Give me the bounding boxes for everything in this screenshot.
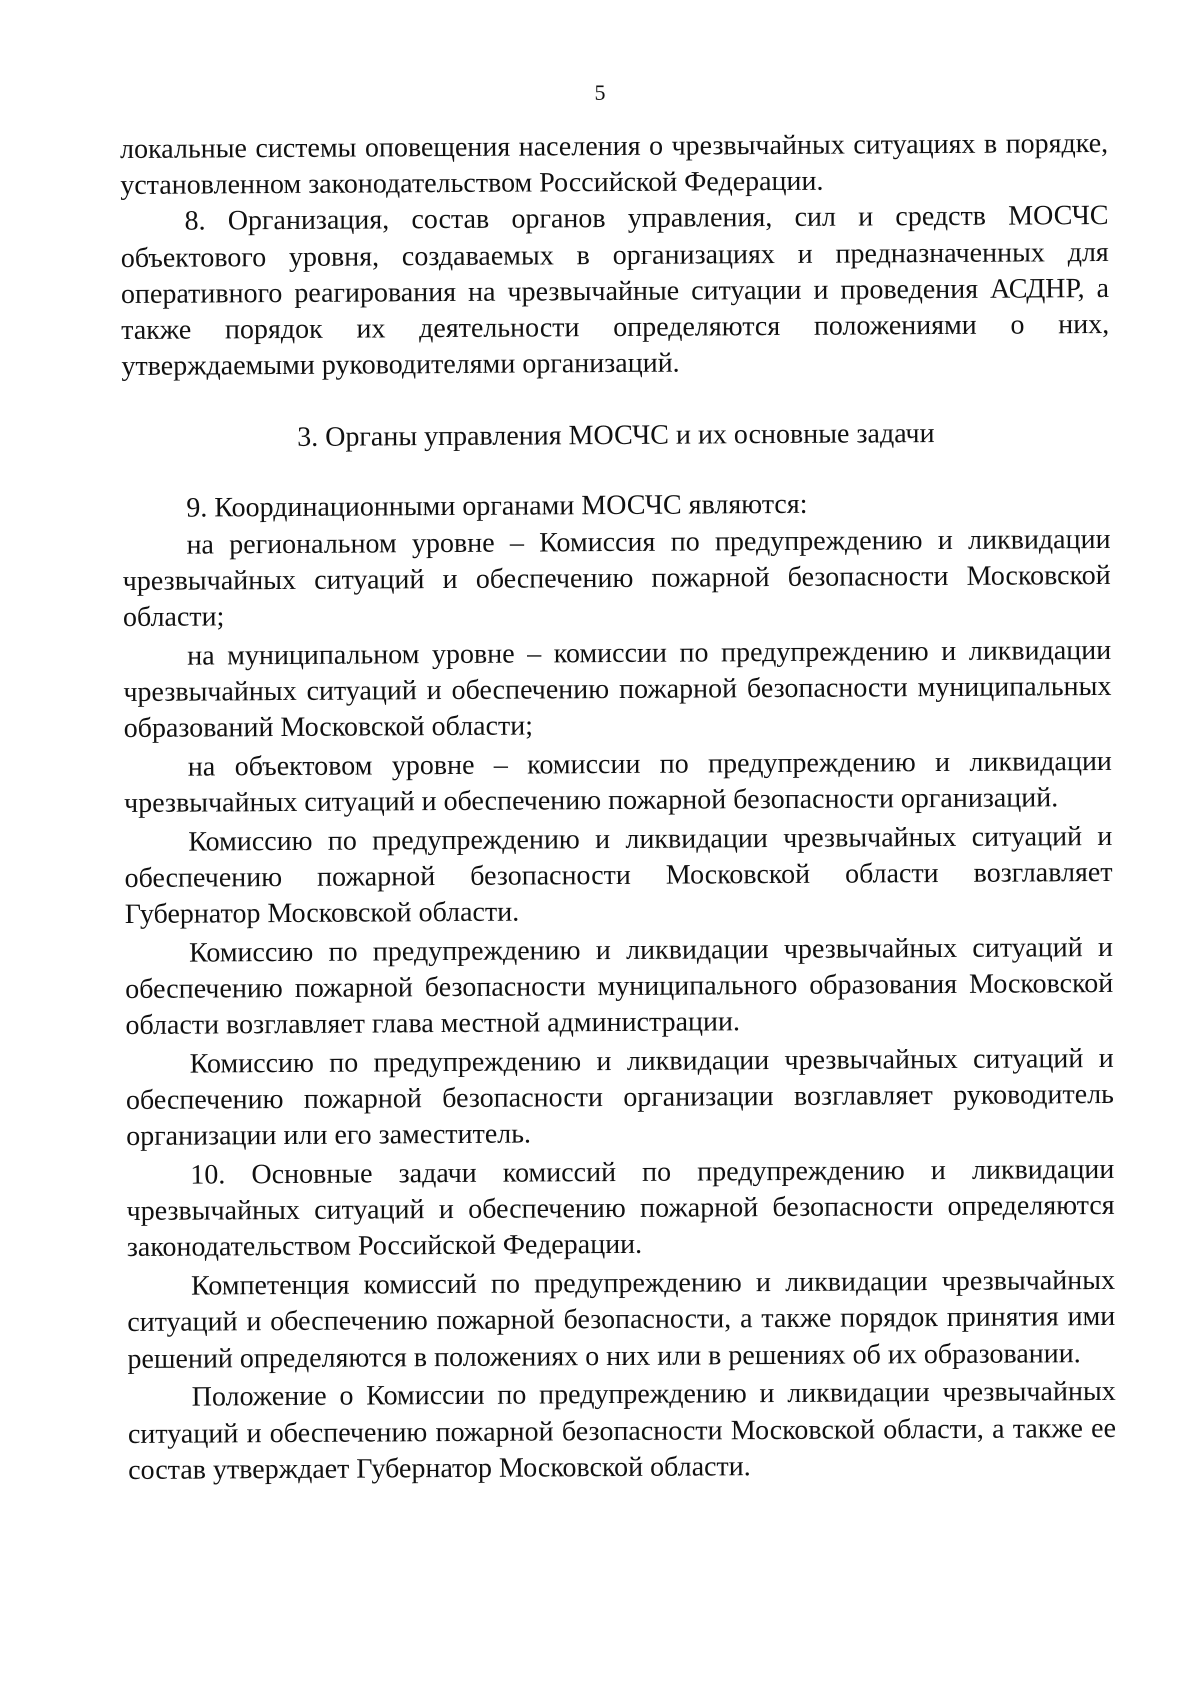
paragraph-10: 10. Основные задачи комиссий по предупреждению и ликвидации чрезвычайных ситуаций и обеспечению пожарной безопасности определяются законодательством Российской Федерации. <box>126 1154 1115 1264</box>
paragraph-9: 9. Координационными органами МОСЧС являются: <box>186 489 808 525</box>
document-body <box>120 126 1116 1489</box>
paragraph-commission-competence: Компетенция комиссий по предупреждению и ликвидации чрезвычайных ситуаций и обеспечению пожарной безопасности, а также порядок принятия ими решений определяются в положениях о них или в решениях об их образовании. <box>127 1265 1116 1375</box>
paragraph-9-municipal-level: на муниципальном уровне – комиссии по предупреждению и ликвидации чрезвычайных ситуаций и обеспечению пожарной безопасности муниципальных образований Московской области; <box>123 634 1112 745</box>
paragraph-8: 8. Организация, состав органов управления, сил и средств МОСЧС объектового уровня, создаваемых в организациях и предназначенных для оперативного реагирования на чрезвычайные ситуации и проведения АСДНР, а также порядок их деятельности определяются положениями о них, утверждаемыми руководителями организаций. <box>120 200 1110 383</box>
paragraph-municipal-commission-head: Комиссию по предупреждению и ликвидации чрезвычайных ситуаций и обеспечению пожарной безопасности муниципального образования Московской области возглавляет глава местной администрации. <box>125 931 1114 1042</box>
paragraph-continuation: локальные системы оповещения населения о чрезвычайных ситуациях в порядке, установленном законодательством Российской Федерации. <box>120 127 1109 202</box>
section-3-title: 3. Органы управления МОСЧС и их основные задачи <box>297 418 935 454</box>
paragraph-9-object-level: на объектовом уровне – комиссии по предупреждению и ликвидации чрезвычайных ситуаций и обеспечению пожарной безопасности организаций. <box>124 745 1112 820</box>
page-number: 5 <box>594 80 606 105</box>
paragraph-organization-commission-head: Комиссию по предупреждению и ликвидации чрезвычайных ситуаций и обеспечению пожарной безопасности организации возглавляет руководитель организации или его заместитель. <box>125 1042 1114 1153</box>
paragraph-commission-regulation: Положение о Комиссии по предупреждению и ликвидации чрезвычайных ситуаций и обеспечению пожарной безопасности Московской области, а также ее состав утверждает Губернатор Московской области. <box>127 1376 1117 1486</box>
paragraph-governor-commission: Комиссию по предупреждению и ликвидации чрезвычайных ситуаций и обеспечению пожарной безопасности Московской области возглавляет Губернатор Московской области. <box>124 820 1113 931</box>
paragraph-9-regional-level: на региональном уровне – Комиссия по предупреждению и ликвидации чрезвычайных ситуаций и обеспечению пожарной безопасности Московской области; <box>122 523 1111 634</box>
